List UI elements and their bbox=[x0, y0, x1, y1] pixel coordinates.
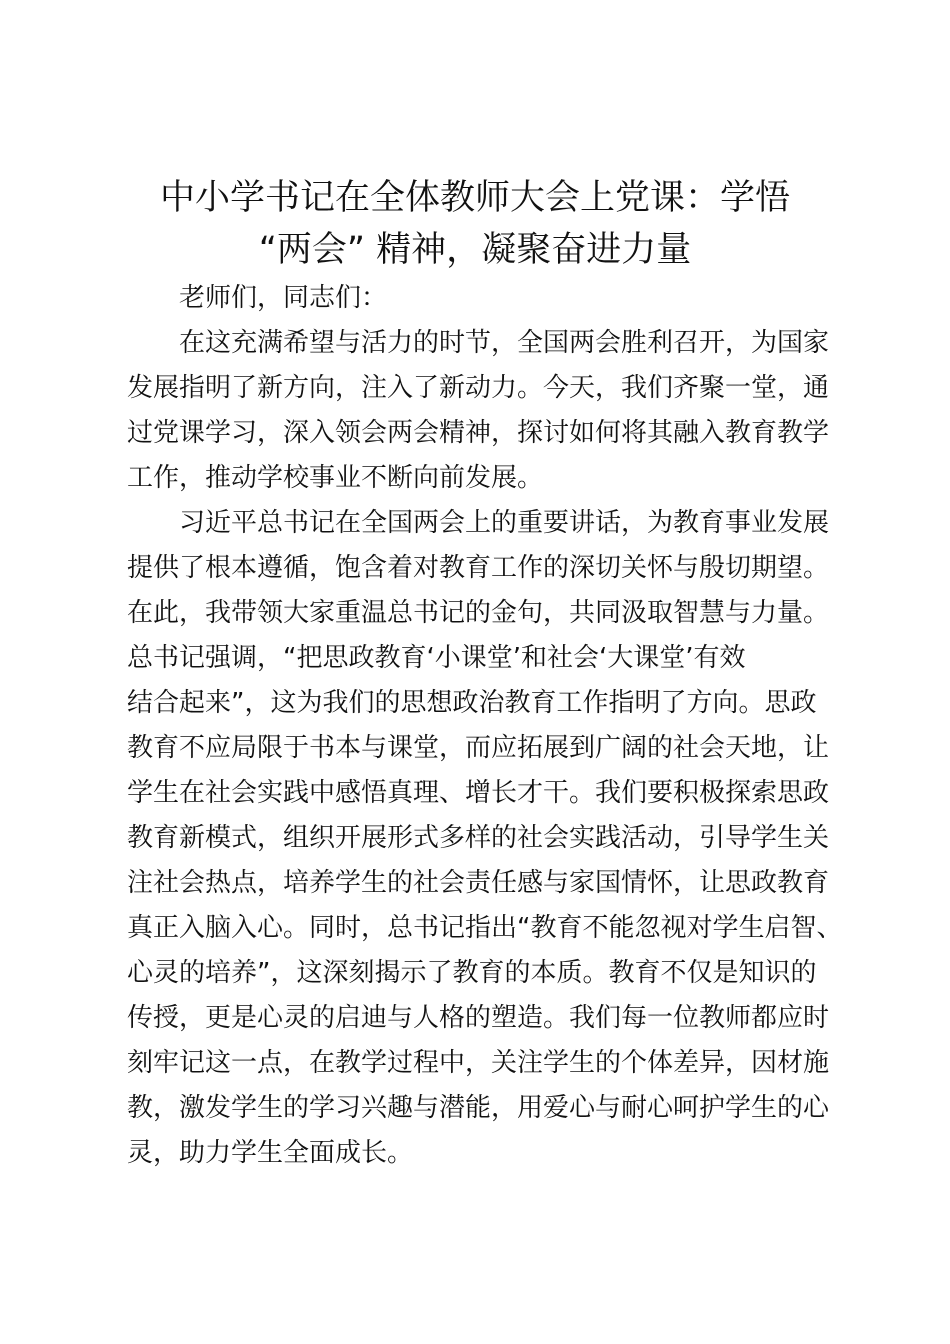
paragraph-line: 过党课学习，深入领会两会精神，探讨如何将其融入教育教学 bbox=[127, 418, 830, 448]
salutation: 老师们，同志们： bbox=[179, 283, 388, 313]
paragraph-line: 灵，助力学生全面成长。 bbox=[127, 1138, 414, 1168]
paragraph-line: 真正入脑入心。同时，总书记指出“教育不能忽视对学生启智、 bbox=[127, 913, 843, 943]
paragraph-line: 提供了根本遵循，饱含着对教育工作的深切关怀与殷切期望。 bbox=[127, 553, 830, 583]
paragraph-line: 传授，更是心灵的启迪与人格的塑造。我们每一位教师都应时 bbox=[127, 1003, 830, 1033]
document-body bbox=[127, 276, 843, 1176]
title-line: 中小学书记在全体教师大会上党课：学悟 bbox=[159, 178, 790, 218]
paragraph-line: 在这充满希望与活力的时节，全国两会胜利召开，为国家 bbox=[179, 328, 830, 358]
paragraph-line: 总书记强调，“把思政教育‘小课堂’和社会‘大课堂’有效 bbox=[127, 643, 746, 673]
paragraph-line: 教育新模式，组织开展形式多样的社会实践活动，引导学生关 bbox=[127, 823, 830, 853]
paragraph-line: 教育不应局限于书本与课堂，而应拓展到广阔的社会天地，让 bbox=[127, 733, 830, 763]
paragraph-line: 心灵的培养”，这深刻揭示了教育的本质。教育不仅是知识的 bbox=[127, 958, 817, 988]
paragraph-line: 注社会热点，培养学生的社会责任感与家国情怀，让思政教育 bbox=[127, 868, 830, 898]
paragraph-line: 在此，我带领大家重温总书记的金句，共同汲取智慧与力量。 bbox=[127, 598, 830, 628]
document-title bbox=[120, 172, 830, 276]
title-line: “两会” 精神，凝聚奋进力量 bbox=[258, 230, 692, 270]
paragraph-line: 结合起来”，这为我们的思想政治教育工作指明了方向。思政 bbox=[127, 688, 817, 718]
paragraph-line: 教，激发学生的学习兴趣与潜能，用爱心与耐心呵护学生的心 bbox=[127, 1093, 830, 1123]
paragraph-line: 习近平总书记在全国两会上的重要讲话，为教育事业发展 bbox=[179, 508, 830, 538]
paragraph-line: 发展指明了新方向，注入了新动力。今天，我们齐聚一堂，通 bbox=[127, 373, 830, 403]
paragraph-line: 工作，推动学校事业不断向前发展。 bbox=[127, 463, 544, 493]
paragraph-line: 学生在社会实践中感悟真理、增长才干。我们要积极探索思政 bbox=[127, 778, 830, 808]
paragraph-line: 刻牢记这一点，在教学过程中，关注学生的个体差异，因材施 bbox=[127, 1048, 830, 1078]
